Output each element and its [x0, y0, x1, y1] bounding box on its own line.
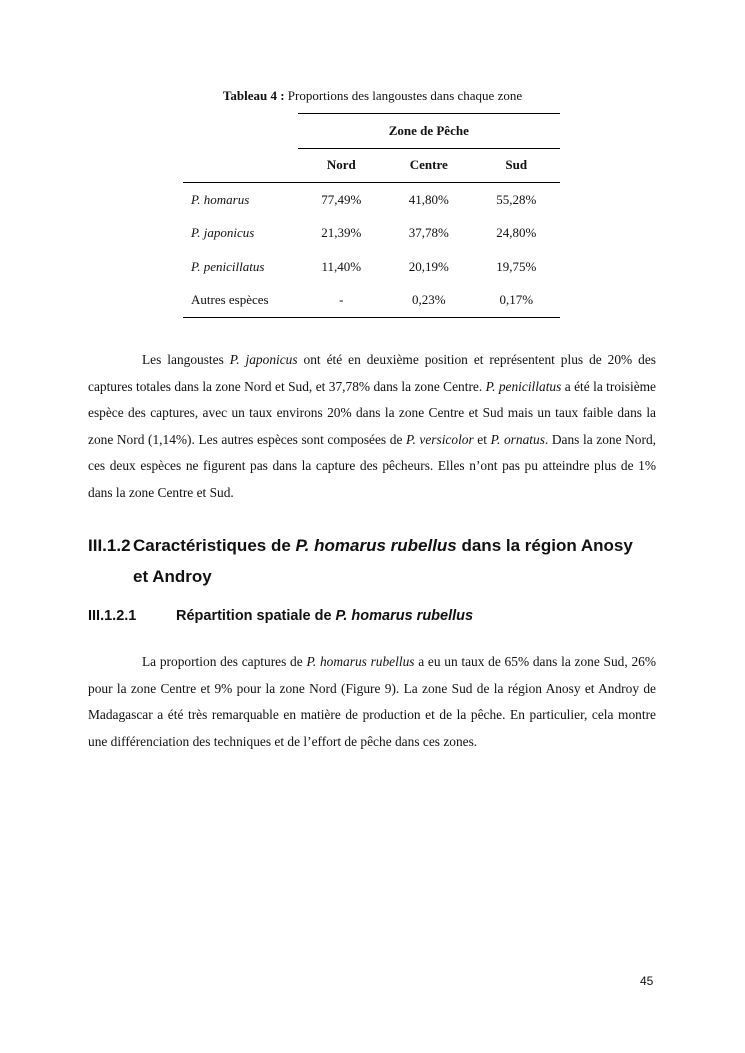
section-heading — [88, 530, 658, 592]
table-cell: 0,17% — [473, 284, 561, 318]
paragraph-spatial-distribution — [88, 649, 656, 755]
heading-text: dans la région Anosy — [456, 536, 633, 555]
species-name: Autres espèces — [183, 284, 298, 318]
table-cell: 55,28% — [496, 191, 537, 207]
species-name: P. penicillatus — [191, 258, 265, 274]
table-cell: 0,23% — [385, 284, 472, 318]
species-name: P. homarus — [191, 191, 250, 207]
table-cell: 41,80% — [408, 191, 449, 207]
table-cell: - — [298, 284, 385, 318]
table-row — [183, 284, 560, 318]
subsection-heading — [88, 608, 658, 624]
table-corner — [183, 114, 298, 149]
table-cell: 11,40% — [321, 258, 362, 274]
heading-line-2: et Androy — [133, 567, 212, 586]
species-italic: P. versicolor — [406, 431, 474, 447]
table-caption-text: Proportions des langoustes dans chaque zone — [284, 88, 523, 103]
heading-text: Répartition spatiale de — [176, 608, 336, 624]
table-cell: 24,80% — [496, 225, 537, 241]
section-number: III.1.2 — [88, 536, 131, 555]
heading-text: Caractéristiques de — [133, 536, 296, 555]
text: La proportion des captures de — [142, 654, 307, 669]
species-name: P. japonicus — [191, 225, 255, 241]
column-header-centre: Centre — [385, 148, 472, 183]
table-corner-2 — [183, 148, 298, 183]
text: et — [473, 431, 491, 447]
page-number: 45 — [640, 974, 654, 988]
table-cell: 20,19% — [408, 258, 449, 274]
text: ont été en deuxième position et représentent plus de 20% des captures totales dans la zone Nord et Sud, et 37,78% dans la zone Centre. — [88, 352, 656, 394]
table-cell: 37,78% — [408, 225, 449, 241]
zone-group-header: Zone de Pêche — [298, 114, 560, 149]
column-header-nord: Nord — [298, 148, 385, 183]
table-row — [183, 217, 560, 251]
species-italic: P. penicillatus — [485, 378, 562, 394]
text: Les langoustes — [142, 352, 230, 367]
heading-species: P. homarus rubellus — [335, 608, 474, 624]
text: . Dans la zone Nord, ces deux espèces ne figurent pas dans la capture des pêcheurs. Elles n’ont pas pu atteindre plus de 1% dans la zone Centre et Sud. — [88, 431, 656, 500]
table-cell: 19,75% — [496, 258, 537, 274]
paragraph-species-distribution — [88, 347, 656, 507]
table-cell: 77,49% — [321, 191, 362, 207]
column-header-sud: Sud — [473, 148, 561, 183]
text: a eu un taux de 65% dans la zone Sud, 26% pour la zone Centre et 9% pour la zone Nord (Figure 9). La zone Sud de la région Anosy et Androy de Madagascar a été très remarquable en matière de production et de la pêche. En particulier, cela montre une différenciation des techniques et de l’effort de pêche dans ces zones. — [88, 654, 656, 749]
species-italic: P. japonicus — [229, 352, 298, 367]
species-italic: P. homarus rubellus — [306, 654, 415, 669]
subsection-number: III.1.2.1 — [88, 608, 137, 624]
species-italic: P. ornatus — [490, 431, 545, 447]
table-row — [183, 183, 560, 217]
heading-species: P. homarus rubellus — [295, 536, 457, 555]
table-caption — [0, 88, 745, 104]
table-cell: 21,39% — [321, 225, 362, 241]
proportions-table — [183, 113, 560, 318]
text: a été la troisième espèce des captures, avec un taux environs 20% dans la zone Centre et Sud mais un taux faible dans la zone Nord (1,14%). Les autres espèces sont composées de — [88, 378, 657, 447]
table-row — [183, 250, 560, 284]
table-caption-label: Tableau 4 : — [222, 88, 285, 103]
